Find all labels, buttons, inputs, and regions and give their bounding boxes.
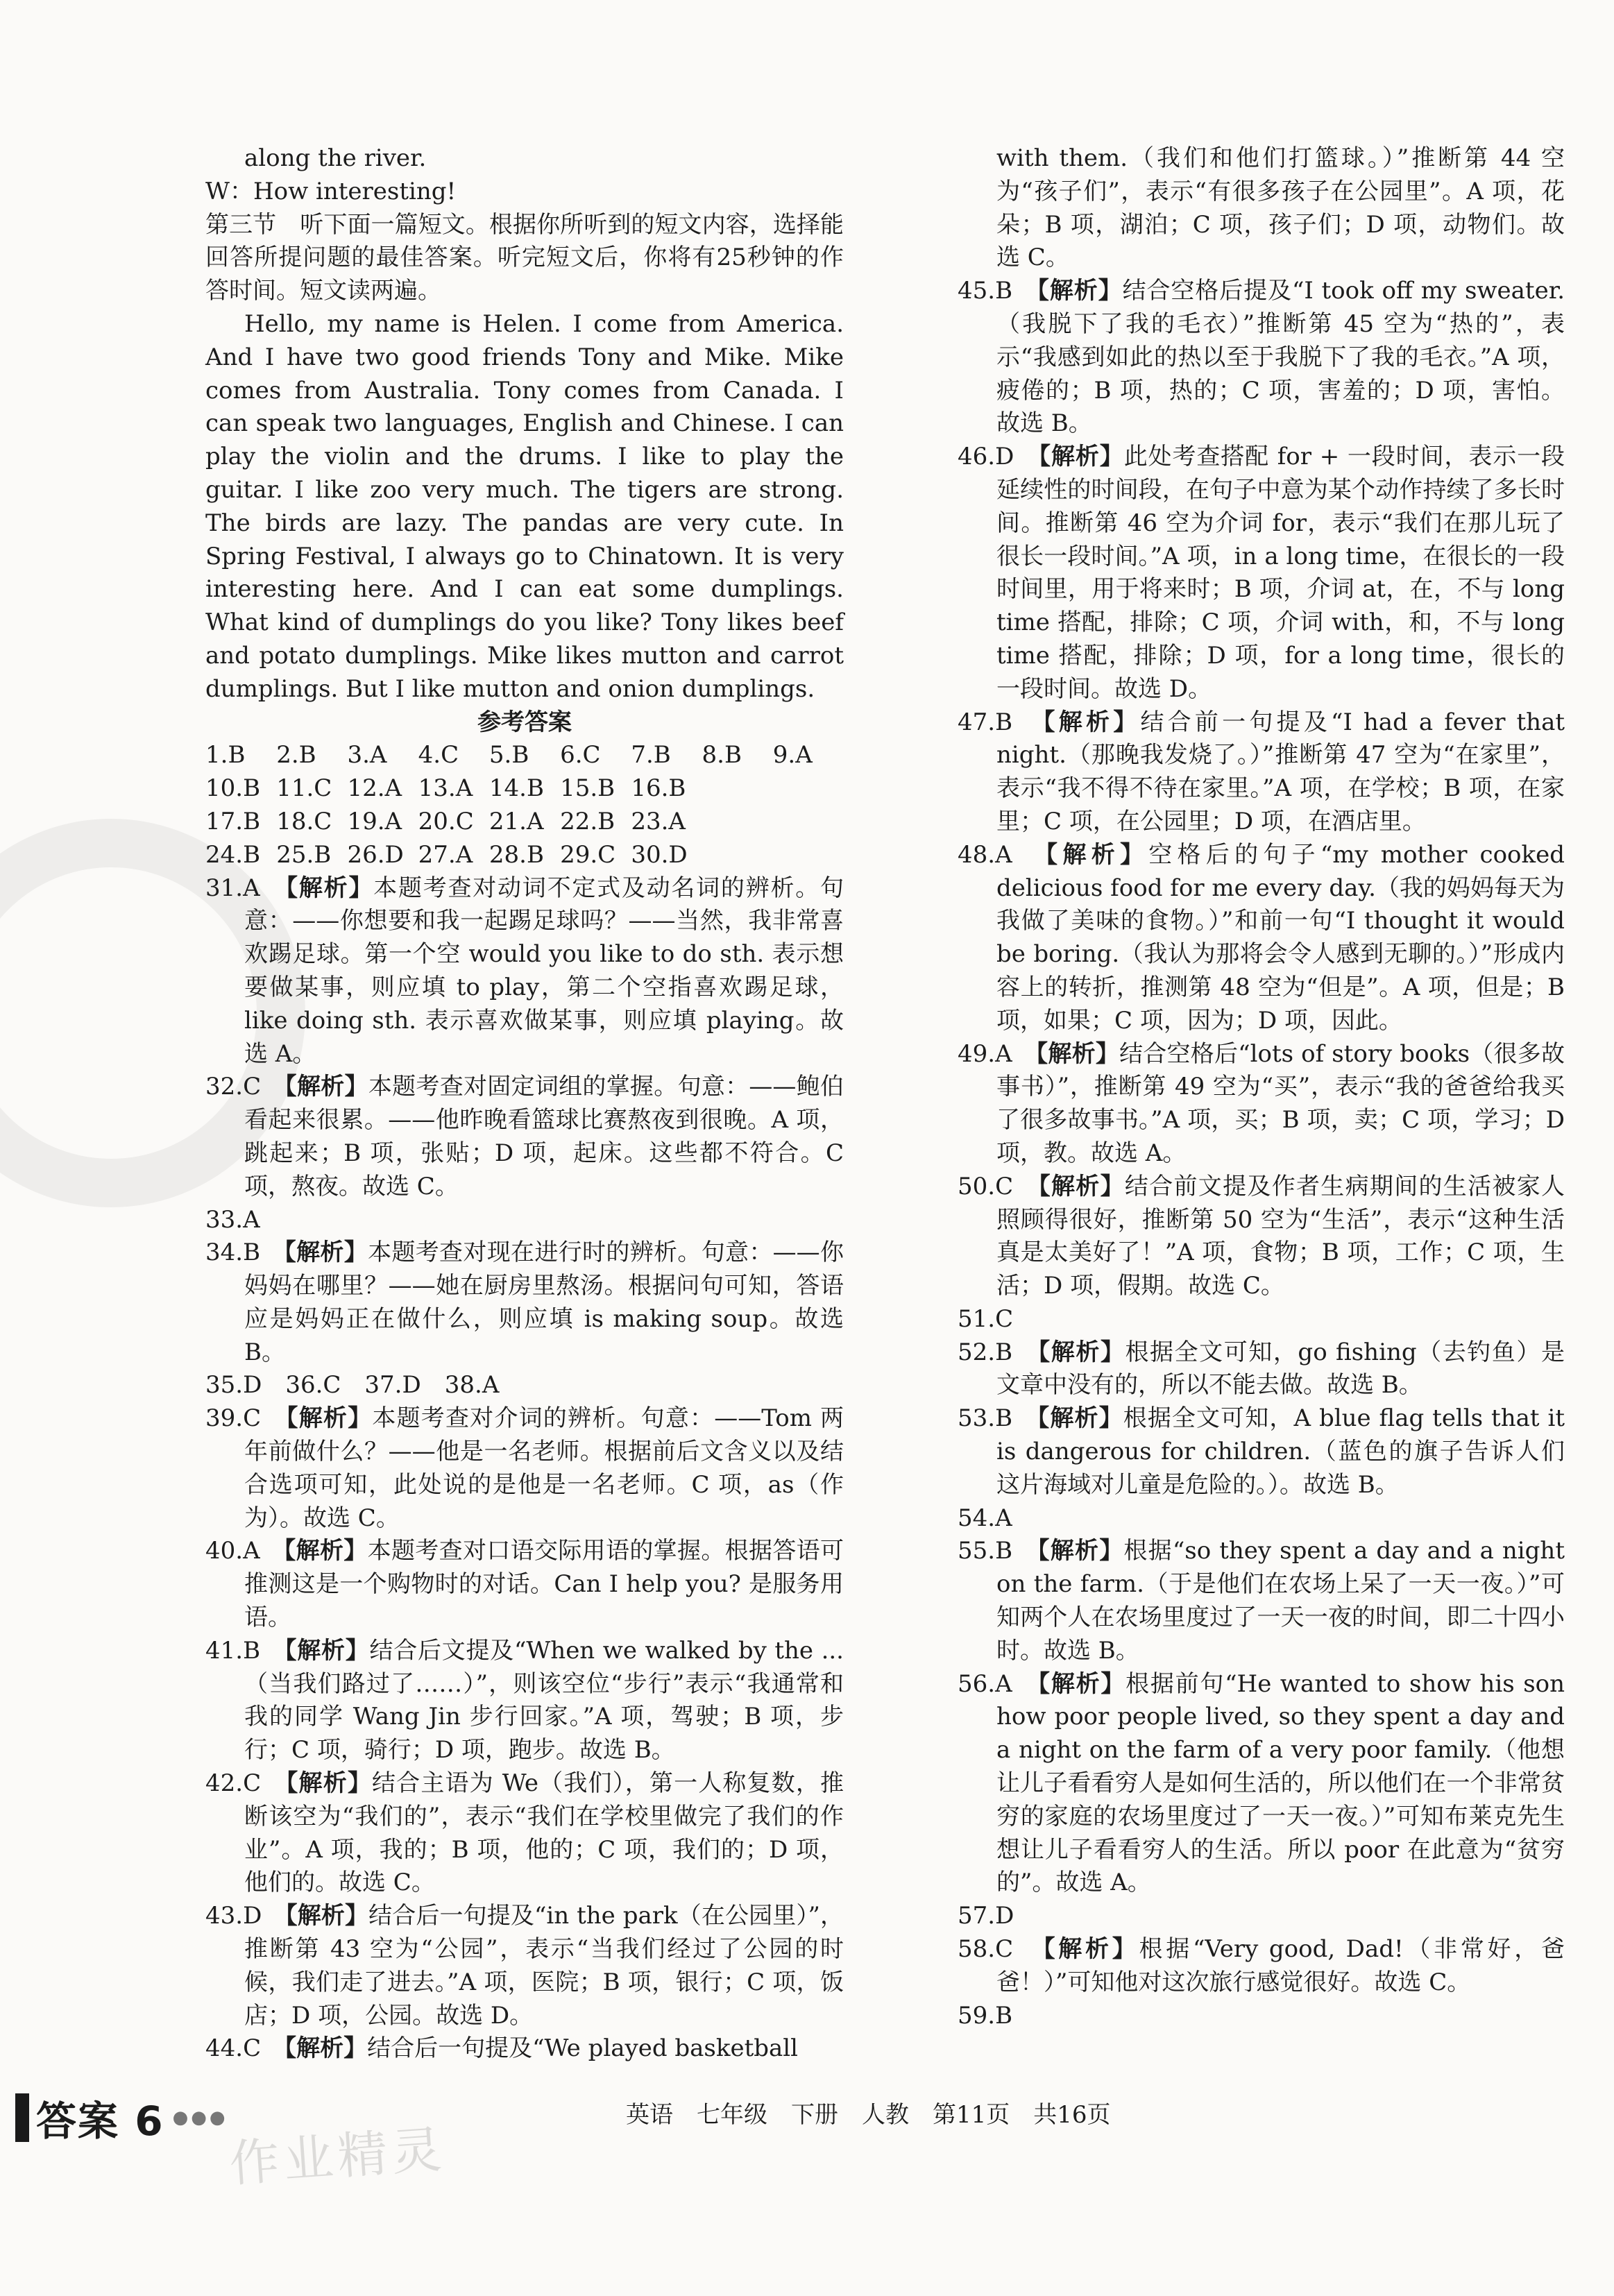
answer-item [205,1635,844,1767]
analysis-text: 结合后一句提及“in the park（在公园里）”，推断第 43 空为“公园”，表示“当我们经过了公园的时候，我们走了进去。”A 项，医院；B 项，银行；C 项，饭店；D 项，公园。故选 D。 [244,1902,844,2030]
analysis-tag: 【解析】 [286,1404,373,1433]
analysis-tag: 【解析】 [1036,1039,1120,1068]
item-number: 54.A [958,1504,1012,1532]
answer-item [958,1668,1565,1900]
analysis-tag: 【解析】 [286,874,374,902]
answer-item [205,1767,844,1900]
analysis-text: 根据前句“He wanted to show his son how poor people lived, so they spent a day and a night on the farm of a very poor family.（他想让儿子看看穷人是如何生活的，所以他们在一个非常贫穷的家庭的农场里度过了一天一夜。）”可知布莱克先生想让儿子看看穷人的生活。所以 poor 在此意为“贫穷的”。故选 A。 [996,1669,1565,1897]
answer-item [958,1535,1565,1667]
analysis-text: 根据全文可知，A blue flag tells that it is dangerous for children.（蓝色的旗子告诉人们这片海域对儿童是危险的。）。故选 B。 [996,1404,1565,1499]
analysis-text: 结合主语为 We（我们），第一人称复数，推断该空为“我们的”，表示“我们在学校里做完了我们的作业”。A 项，我的；B 项，他的；C 项，我们的；D 项，他们的。故选 C。 [244,1769,844,1897]
answer-cell: 24.B [205,840,261,869]
page-info: 英语 七年级 下册 人教 第11页 共16页 [626,2101,1111,2129]
left-column [205,142,844,2066]
analysis-text: 根据“Very good, Dad!（非常好，爸爸！）”可知他对这次旅行感觉很好。故选 C。 [996,1935,1565,1996]
answer-cell: 11.C [276,774,332,803]
answer-cell: 29.C [560,840,616,869]
item-number: 48.A [958,840,1012,869]
analysis-tag: 【解析】 [1043,708,1141,736]
answer-cell: 7.B [631,741,671,769]
item-number: 51.C [958,1304,1014,1333]
answer-item [958,1933,1565,2000]
analysis-text: 结合后一句提及“We played basketball [367,2034,799,2063]
analysis-text: 本题考查对口语交际用语的掌握。根据答语可推测这是一个购物时的对话。Can I help you? 是服务用语。 [244,1537,844,1632]
answer-badge [15,2089,228,2147]
item-number: 56.A [958,1669,1012,1698]
right-column [958,142,1565,2032]
analysis-tag: 【解析】 [284,1073,368,1101]
answer-cell: 19.A [347,807,402,835]
answer-item [958,275,1565,441]
analysis-text: 结合空格后提及“I took off my sweater.（我脱下了我的毛衣）”推断第 45 空为“热的”，表示“我感到如此的热以至于我脱下了我的毛衣。”A 项，疲倦的；B 项，热的；C 项，害羞的；D 项，害怕。故选 B。 [996,277,1565,438]
answer-cell: 1.B [205,741,246,769]
answer-item [958,1038,1565,1171]
stamp-watermark: 作业精灵 [227,2120,448,2193]
answer-cell [773,839,844,872]
answer-item [958,1402,1565,1502]
item-number: 49.A [958,1039,1012,1068]
answer-item [205,1236,844,1369]
analysis-text: 本题考查对固定词组的掌握。句意：——鲍伯看起来很累。——他昨晚看篮球比赛熬夜到很晚。A 项，跳起来；B 项，张贴；D 项，起床。这些都不符合。C 项，熬夜。故选 C。 [244,1073,844,1200]
analysis-tag: 【解析】 [1039,443,1124,471]
answer-item [205,1535,844,1634]
item-number: 50.C [958,1172,1014,1200]
listening-passage: Hello, my name is Helen. I come from America. And I have two good friends Tony and Mike. Mike comes from Australia. Tony comes from Canada. I can speak two languages, English and Chinese. I can play the violin and the drums. I like to play the guitar. I like zoo very much. The tigers are strong. The birds are lazy. The pandas are very cute. In Spring Festival, I always go to Chinatown. It is very interesting here. And I can eat some dumplings. What kind of dumplings do you like? Tony likes beef and potato dumplings. Mike likes mutton and carrot dumplings. But I like mutton and onion dumplings. [205,309,844,703]
item-number: 45.B [958,277,1013,305]
analysis-tag: 【解析】 [284,1537,368,1565]
item-number: 35.D 36.C 37.D 38.A [205,1371,500,1400]
answer-cell: 25.B [276,840,332,869]
item-number: 59.B [958,2001,1013,2030]
dialogue-block [205,142,844,209]
item-number: 47.B [958,708,1013,736]
answer-cell: 20.C [418,807,474,835]
answer-item [205,1204,844,1237]
item-number: 32.C [205,1073,262,1101]
item-number: 31.A [205,874,260,902]
answer-cell [702,839,773,872]
answer-cell: 14.B [489,774,544,803]
analysis-tag: 【解析】 [284,1636,370,1665]
answer-cell: 6.C [560,741,601,769]
answer-item [205,872,844,1071]
item-number: 43.D [205,1902,262,1930]
analysis-text: 结合空格后“lots of story books（很多故事书）”，推断第 49 空为“买”，表示“我的爸爸给我买了很多故事书。”A 项，买；B 项，卖；C 项，学习；D 项，教。故选 A。 [996,1039,1565,1167]
item-number: 40.A [205,1537,260,1565]
analysis-tag: 【解析】 [1037,1537,1124,1565]
answer-item [205,1402,844,1535]
analysis-text: 此处考查搭配 for + 一段时间，表示一段延续性的时间段，在句子中意为某个动作持续了多长时间。推断第 46 空为介词 for，表示“我们在那儿玩了很长一段时间。”A 项，in a long time，在很长的一段时间里，用于将来时；B 项，介词 at，在，不与 long time 搭配，排除；C 项，介词 with，和，不与 long time 搭配，排除；D 项，for a long time，很长的一段时间。故选 D。 [996,443,1565,703]
answer-item [205,1900,844,2032]
analysis-text: 根据“so they spent a day and a night on the farm.（于是他们在农场上呆了一天一夜。）”可知两个人在农场里度过了一天一夜的时间，即二十四小时。故选 B。 [996,1537,1565,1665]
answer-item [958,2000,1565,2033]
analysis-text: 本题考查对介词的辨析。句意：——Tom 两年前做什么？——他是一名老师。根据前后文含义以及结合选项可知，此处说的是他是一名老师。C 项，as（作为）。故选 C。 [244,1404,844,1532]
analysis-tag: 【解析】 [1037,277,1123,305]
item-number: 44.C [205,2034,262,2063]
answer-cell: 10.B [205,774,261,803]
answer-cell: 2.B [276,741,316,769]
item-number: 39.C [205,1404,262,1433]
analysis-text: with them.（我们和他们打篮球。）”推断第 44 空为“孩子们”，表示“有很多孩子在公园里”。A 项，花朵；B 项，湖泊；C 项，孩子们；D 项，动物们。故选 C。 [996,144,1565,272]
answer-cell: 23.A [631,807,686,835]
answer-cell: 5.B [489,741,529,769]
analysis-tag: 【解析】 [1043,1935,1139,1964]
analysis-text: 结合后文提及“When we walked by the ...（当我们路过了……）”，则该空位“步行”表示“我通常和我的同学 Wang Jin 步行回家。”A 项，驾驶；B 项，步行；C 项，骑行；D 项，跑步。故选 B。 [244,1636,844,1764]
analysis-tag: 【解析】 [1038,1172,1125,1200]
analysis-tag: 【解析】 [1038,1338,1125,1366]
answers-title: 参考答案 [477,708,572,736]
answer-item [958,1303,1565,1336]
answer-cell: 27.A [418,840,473,869]
item-number: 41.B [205,1636,261,1665]
dialogue-line: along the river. [244,144,427,172]
analysis-tag: 【解析】 [286,1769,373,1798]
answer-cell [773,806,844,839]
answer-item [205,1071,844,1203]
answer-item [205,1369,844,1402]
item-number: 42.C [205,1769,262,1798]
analysis-tag: 【解析】 [1038,1669,1126,1698]
answer-item-continued [958,142,1565,275]
answer-item [958,1171,1565,1303]
answer-cell [702,772,773,806]
answer-cell [702,806,773,839]
answer-item [958,1502,1565,1536]
answer-cell: 26.D [347,840,404,869]
analysis-text: 本题考查对现在进行时的辨析。句意：——你妈妈在哪里？——她在厨房里熬汤。根据问句可知，答语应是妈妈正在做什么，则应填 is making soup。故选 B。 [244,1239,844,1366]
item-number: 55.B [958,1537,1013,1565]
analysis-tag: 【解析】 [284,2034,368,2063]
answer-item [958,706,1565,839]
analysis-tag: 【解析】 [284,1239,368,1267]
item-number: 58.C [958,1935,1014,1964]
analysis-tag: 【解析】 [285,1902,369,1930]
analysis-text: 结合前一句提及“I had a fever that night.（那晚我发烧了。）”推断第 47 空为“在家里”，表示“我不得不待在家里。”A 项，在学校；B 项，在家里；C 项，在公园里；D 项，在酒店里。 [996,708,1565,835]
item-number: 46.D [958,443,1014,471]
answer-grid [205,739,844,871]
item-number: 33.A [205,1205,260,1234]
section-instructions: 第三节 听下面一篇短文。根据你所听到的短文内容，选择能回答所提问题的最佳答案。听完短文后，你将有25秒钟的作答时间。短文读两遍。 [205,210,844,305]
answer-cell: 28.B [489,840,544,869]
answer-cell: 8.B [702,741,742,769]
analysis-text: 本题考查对动词不定式及动名词的辨析。句意：——你想要和我一起踢足球吗？——当然，我非常喜欢踢足球。第一个空 would you like to do sth. 表示想要做某事，则应填 to play，第二个空指喜欢踢足球，like doing sth. 表示喜欢做某事，则应填 playing。故选 A。 [244,874,844,1068]
dots-decoration-icon: ●●● [172,2107,228,2128]
answer-cell: 15.B [560,774,615,803]
answer-item [958,839,1565,1038]
item-number: 57.D [958,1902,1014,1930]
analysis-tag: 【解析】 [1046,840,1149,869]
badge-bar [15,2093,29,2142]
badge-label: 答案 6 [36,2098,164,2145]
item-number: 53.B [958,1404,1013,1433]
analysis-text: 根据全文可知，go fishing（去钓鱼）是文章中没有的，所以不能去做。故选 B。 [996,1338,1565,1400]
answer-cell [773,772,844,806]
answer-cell: 22.B [560,807,615,835]
answer-cell: 18.C [276,807,332,835]
answer-cell: 4.C [418,741,459,769]
answer-item [958,1900,1565,1933]
answer-item [958,441,1565,706]
answer-item [205,2032,844,2066]
answer-cell: 9.A [772,741,813,769]
analysis-tag: 【解析】 [1037,1404,1123,1433]
answer-cell: 13.A [418,774,473,803]
answer-cell: 17.B [205,807,261,835]
answer-cell: 21.A [489,807,544,835]
answer-cell: 3.A [347,741,387,769]
item-number: 34.B [205,1239,261,1267]
analysis-text: 空格后的句子“my mother cooked delicious food for me every day.（我的妈妈每天为我做了美味的食物。）”和前一句“I thought it would be boring.（我认为那将会令人感到无聊的。）”形成内容上的转折，推测第 48 空为“但是”。A 项，但是；B 项，如果；C 项，因为；D 项，因此。 [996,840,1565,1035]
answer-item [958,1336,1565,1403]
dialogue-line: W：How interesting! [205,177,457,205]
answer-cell: 16.B [631,774,686,803]
item-number: 52.B [958,1338,1013,1366]
analysis-text: 结合前文提及作者生病期间的生活被家人照顾得很好，推断第 50 空为“生活”，表示“这种生活真是太美好了！”A 项，食物；B 项，工作；C 项，生活；D 项，假期。故选 C。 [996,1172,1565,1300]
answer-cell: 30.D [631,840,688,869]
answer-cell: 12.A [347,774,402,803]
